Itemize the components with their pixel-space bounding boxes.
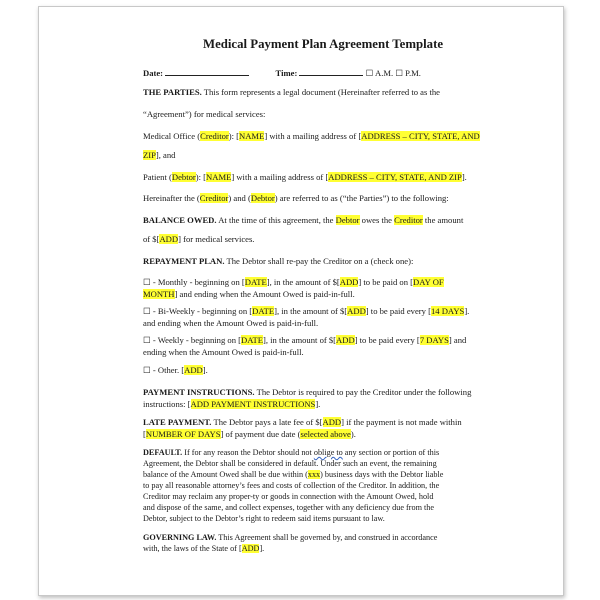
default-line-6: and dispose of the same, and collect expenses, together with any deficiency due from the <box>143 503 435 512</box>
text: ☐ - Other. [ <box>143 365 185 375</box>
default-line-7: Debtor, subject to the Debtor’s right to redeem said items pursuant to law. <box>143 514 385 523</box>
biweekly-days-field[interactable]: 14 DAYS <box>430 306 465 316</box>
payment-instructions-line <box>143 387 471 397</box>
governing-line-1 <box>143 533 437 542</box>
text: ] with a mailing address of [ <box>264 131 362 141</box>
text: ] to be paid on [ <box>358 277 414 287</box>
state-field[interactable]: ADD <box>241 544 260 553</box>
text: The Debtor is required to pay the Creditor under the following <box>254 387 472 397</box>
debtor-field-2[interactable]: Debtor <box>250 193 275 203</box>
parties-text: This form represents a legal document (Hereinafter referred to as the <box>201 87 440 97</box>
text: instructions: [ <box>143 399 191 409</box>
text: ). <box>350 429 356 439</box>
weekly-date-field[interactable]: DATE <box>241 335 263 345</box>
biweekly-option-2 <box>143 318 318 328</box>
text: ☐ - Weekly - beginning on [ <box>143 335 242 345</box>
text: ] for medical services. <box>178 234 255 244</box>
selected-above-field[interactable]: selected above <box>300 429 351 439</box>
governing-heading: GOVERNING LAW. <box>143 533 217 542</box>
date-label: Date: <box>143 68 164 78</box>
text: ) business days with the Debtor liable <box>320 470 444 479</box>
text: ], and <box>155 150 176 160</box>
text: owes the <box>359 215 395 225</box>
creditor-field-2[interactable]: Creditor <box>199 193 229 203</box>
medical-office-line <box>143 131 480 141</box>
weekly-days-field[interactable]: 7 DAYS <box>419 335 449 345</box>
parties-line-1 <box>143 87 440 97</box>
text: of $[ <box>143 234 160 244</box>
weekly-option-2 <box>143 347 304 357</box>
monthly-date-field[interactable]: DATE <box>244 277 267 287</box>
late-payment-heading: LATE PAYMENT. <box>143 417 212 427</box>
text: ☐ - Monthly - beginning on [ <box>143 277 245 287</box>
payment-instructions-line-2 <box>143 399 320 409</box>
late-days-field[interactable]: NUMBER OF DAYS <box>145 429 221 439</box>
monthly-day-field[interactable]: DAY OF <box>413 277 444 287</box>
document-page <box>38 6 564 596</box>
text: ], in the amount of $[ <box>263 335 337 345</box>
text: any section or portion of this <box>342 448 440 457</box>
debtor-field-3[interactable]: Debtor <box>335 215 360 225</box>
text: ], in the amount of $[ <box>266 277 340 287</box>
patient-name-field[interactable]: NAME <box>206 172 232 182</box>
monthly-amount-field[interactable]: ADD <box>339 277 359 287</box>
repayment-line <box>143 256 413 266</box>
text: The Debtor pays a late fee of $[ <box>211 417 323 427</box>
text: Hereinafter the ( <box>143 193 200 203</box>
payment-instructions-field[interactable]: ADD PAYMENT INSTRUCTIONS <box>190 399 316 409</box>
text: ): [ <box>228 131 240 141</box>
other-field[interactable]: ADD <box>184 365 203 375</box>
monthly-month-field[interactable]: MONTH <box>143 289 175 299</box>
parties-heading: THE PARTIES. <box>143 87 202 97</box>
biweekly-option[interactable] <box>143 306 469 317</box>
repayment-heading: REPAYMENT PLAN. <box>143 256 225 266</box>
time-field[interactable] <box>299 66 363 76</box>
text: ] of payment due date ( <box>220 429 301 439</box>
text: ending when the Amount Owed is paid-in-full. <box>143 347 304 357</box>
default-line-3 <box>143 470 443 479</box>
default-line-2: Agreement, the Debtor shall be considered in default. Under such an event, the remaining <box>143 459 437 468</box>
default-heading: DEFAULT. <box>143 448 183 457</box>
default-line-5: Creditor may reclaim any proper-ty or goods in connection with the Amount Owed, hold <box>143 492 434 501</box>
text: [ <box>143 429 146 439</box>
document-title: Medical Payment Plan Agreement Template <box>202 37 444 51</box>
text: The Debtor shall re-pay the Creditor on a (check one): <box>224 256 414 266</box>
governing-line-2 <box>143 544 264 553</box>
creditor-field[interactable]: Creditor <box>200 131 229 141</box>
text: ]. <box>315 399 321 409</box>
text: and ending when the Amount Owed is paid-in-full. <box>143 318 319 328</box>
pm-checkbox[interactable]: ☐ P.M. <box>395 68 421 78</box>
monthly-option-2 <box>143 289 355 299</box>
date-time-row <box>143 66 421 79</box>
text: Medical Office ( <box>143 131 201 141</box>
biweekly-amount-field[interactable]: ADD <box>347 306 366 316</box>
text: Patient ( <box>143 172 172 182</box>
text: ], in the amount of $[ <box>274 306 348 316</box>
date-field[interactable] <box>165 66 249 76</box>
text: ☐ - Bi-Weekly - beginning on [ <box>143 306 253 316</box>
medical-office-line-2 <box>143 150 175 160</box>
hereinafter-line <box>143 193 449 203</box>
default-days-field[interactable]: xxx <box>307 470 321 479</box>
text: with, the laws of the State of [ <box>143 544 242 553</box>
payment-instructions-heading: PAYMENT INSTRUCTIONS. <box>143 387 255 397</box>
time-label: Time: <box>275 68 298 78</box>
text: ]. <box>202 365 208 375</box>
text: At the time of this agreement, the <box>216 215 336 225</box>
late-payment-line <box>143 417 462 427</box>
patient-address-field[interactable]: ADDRESS – CITY, STATE, AND ZIP <box>328 172 462 182</box>
text: ] and <box>448 335 467 345</box>
biweekly-date-field[interactable]: DATE <box>252 306 275 316</box>
weekly-amount-field[interactable]: ADD <box>336 335 355 345</box>
debtor-field[interactable]: Debtor <box>171 172 196 182</box>
text: ] with a mailing address of [ <box>231 172 329 182</box>
balance-line-1 <box>143 215 463 225</box>
balance-line-2 <box>143 234 254 244</box>
text: ): [ <box>195 172 207 182</box>
text: ) and ( <box>228 193 251 203</box>
text: If for any reason the Debtor should not <box>182 448 314 457</box>
creditor-field-3[interactable]: Creditor <box>394 215 423 225</box>
office-address-field[interactable]: ADDRESS – CITY, STATE, AND <box>361 131 480 141</box>
text: ) are referred to as (“the Parties”) to the following: <box>274 193 449 203</box>
late-fee-field[interactable]: ADD <box>322 417 342 427</box>
parties-text-2: “Agreement”) for medical services: <box>143 109 266 119</box>
patient-line <box>143 172 467 182</box>
text: balance of the Amount Owed shall be due within ( <box>143 470 308 479</box>
default-line-4: to pay all reasonable attorney’s fees and costs of collection of the Creditor. In addition, the <box>143 481 440 490</box>
text: ] to be paid every [ <box>354 335 420 345</box>
text: This Agreement shall be governed by, and construed in accordance <box>216 533 438 542</box>
other-option[interactable] <box>143 365 208 376</box>
text: ]. <box>259 544 265 553</box>
text: ] and ending when the Amount Owed is paid-in-full. <box>174 289 355 299</box>
text: ]. <box>464 306 470 316</box>
text: ]. <box>461 172 467 182</box>
balance-amount-field[interactable]: ADD <box>159 234 179 244</box>
balance-heading: BALANCE OWED. <box>143 215 217 225</box>
office-name-field[interactable]: NAME <box>239 131 265 141</box>
weekly-option[interactable] <box>143 335 466 346</box>
late-payment-line-2 <box>143 429 356 439</box>
default-line-1 <box>143 448 439 457</box>
text: ] if the payment is not made within <box>341 417 462 427</box>
office-zip-field[interactable]: ZIP <box>143 150 156 160</box>
oblige-text: oblige to <box>313 448 343 457</box>
parties-line-2 <box>143 109 265 119</box>
text: the amount <box>422 215 464 225</box>
am-checkbox[interactable]: ☐ A.M. <box>365 68 394 78</box>
text: ] to be paid every [ <box>365 306 431 316</box>
monthly-option[interactable] <box>143 277 444 288</box>
